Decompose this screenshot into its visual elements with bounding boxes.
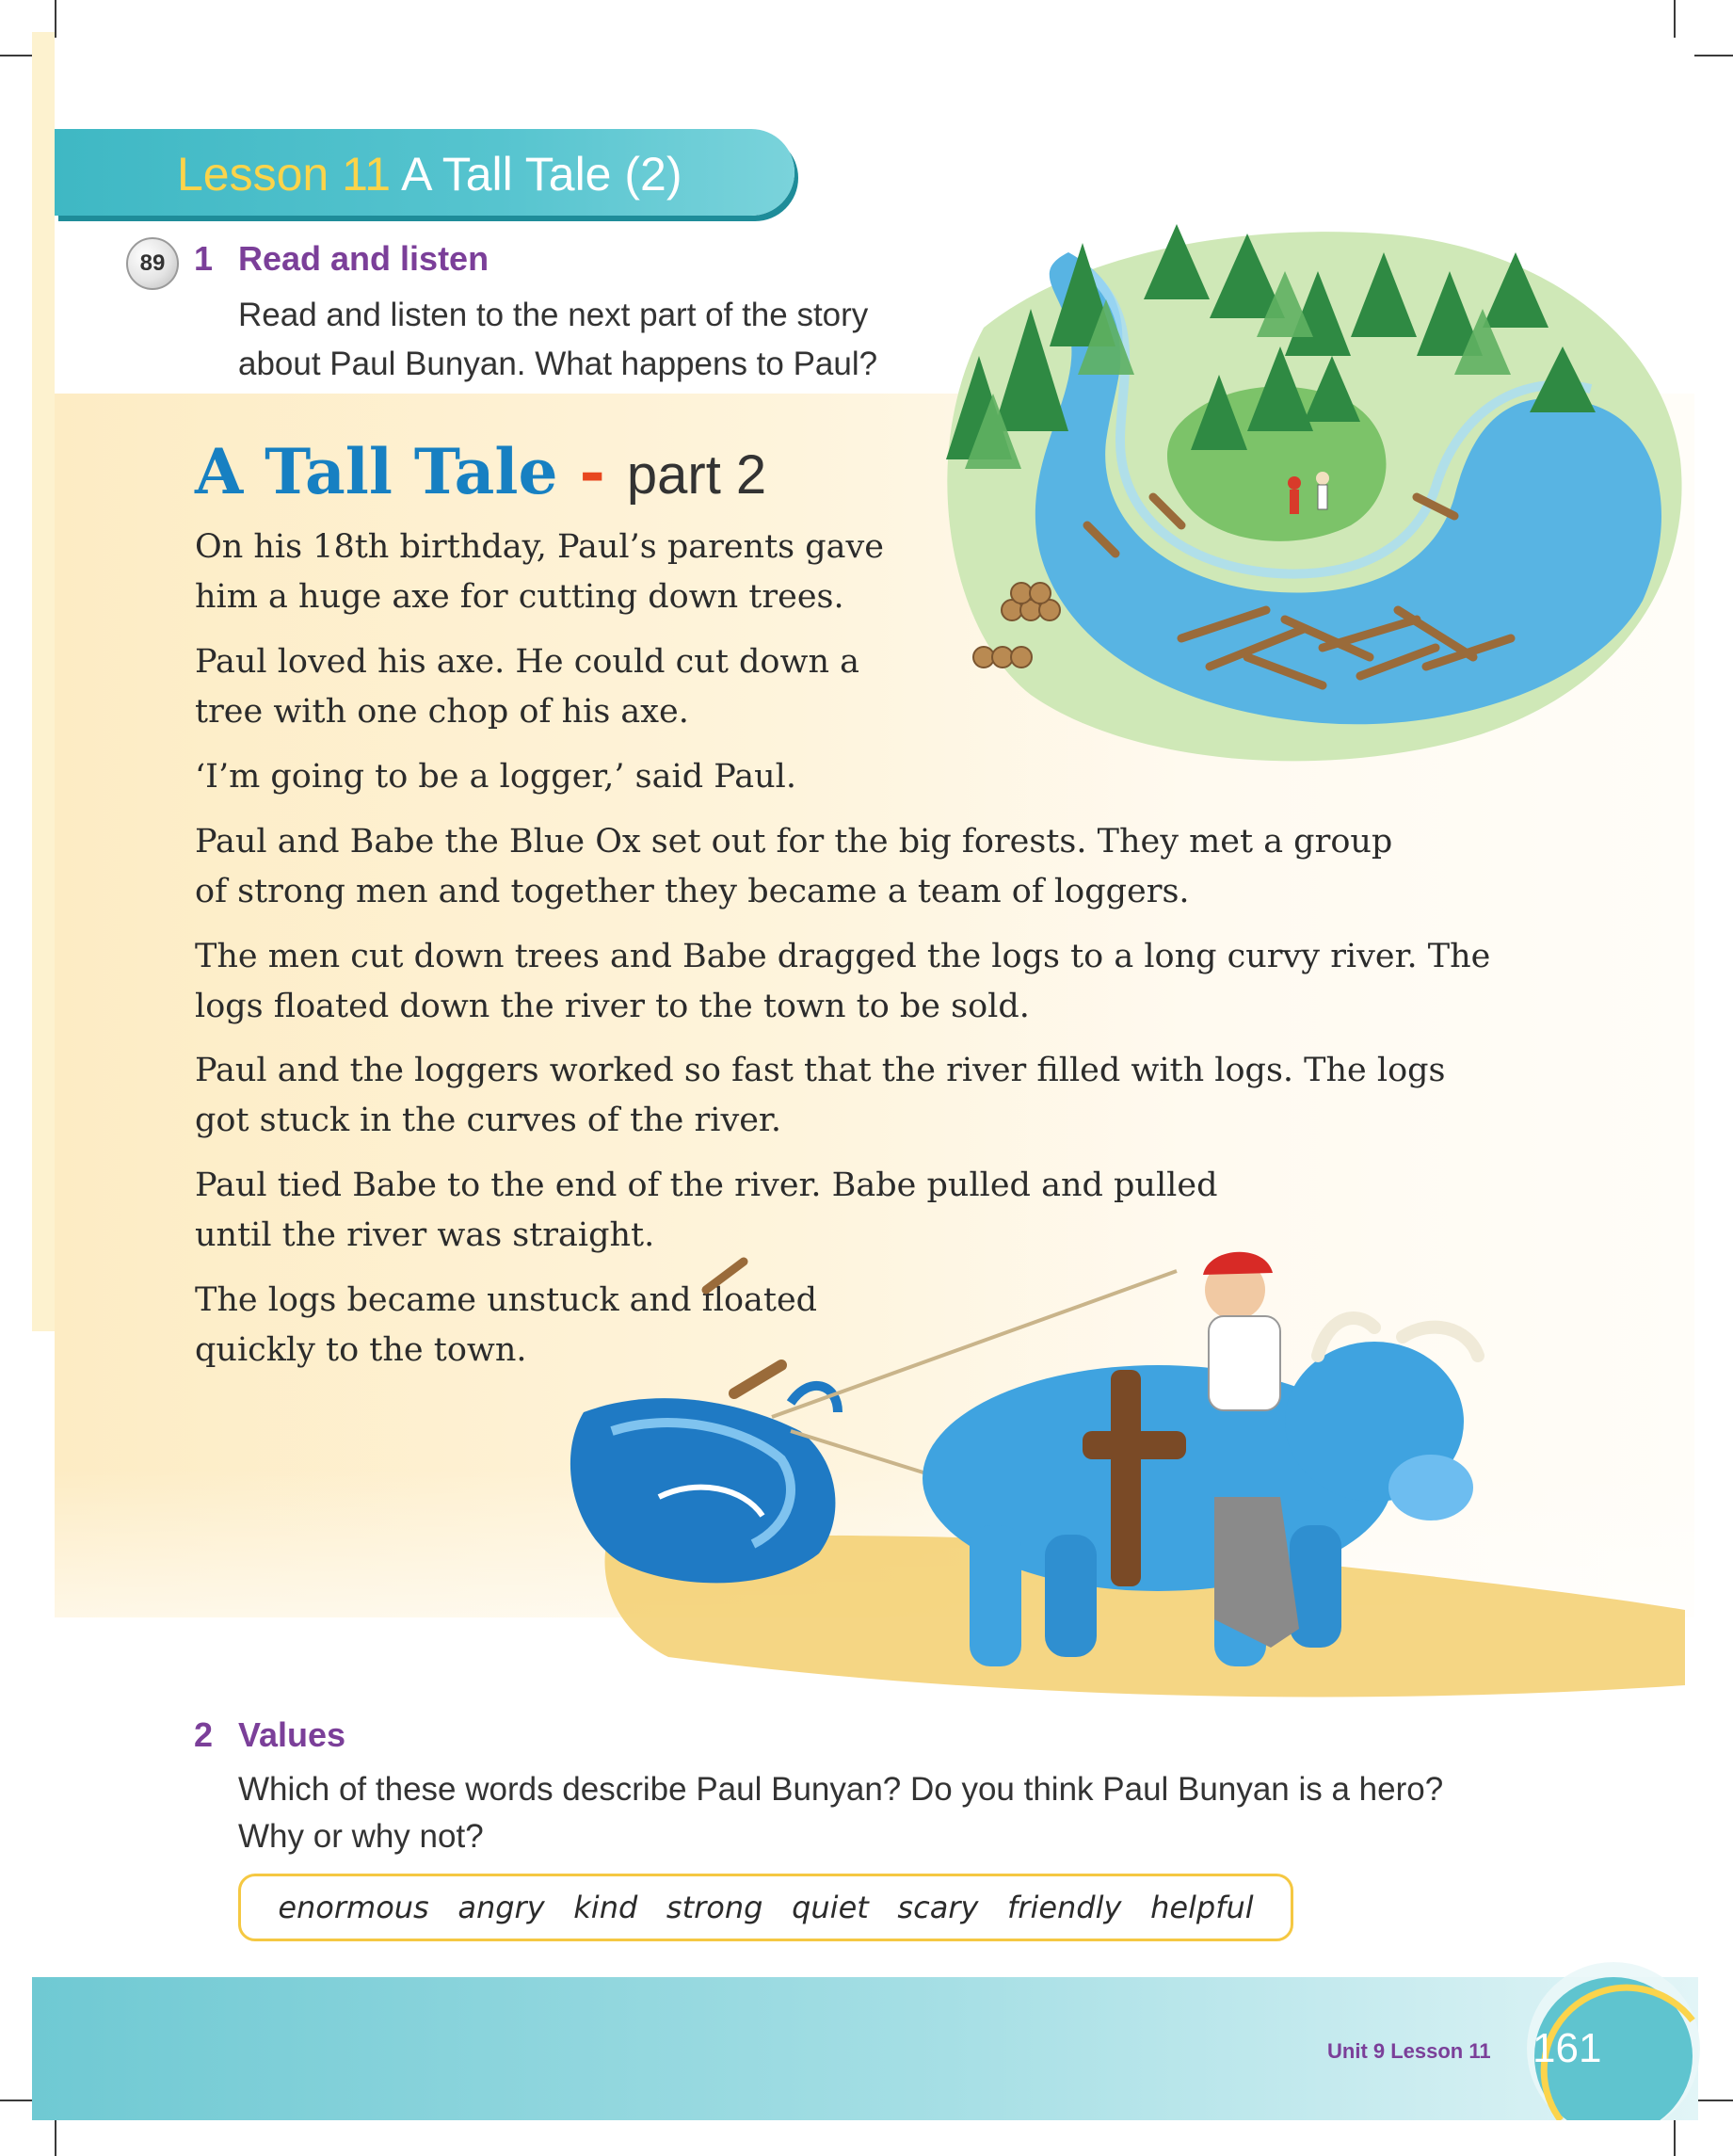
story-paragraph [195, 932, 1490, 1032]
story-line: On his 18th birthday, Paul’s parents gave [195, 528, 884, 566]
story-title-main: A Tall Tale [195, 435, 558, 508]
story-paragraph [195, 817, 1392, 917]
crop-mark [1674, 2118, 1676, 2156]
section-title: Values [238, 1715, 346, 1754]
margin-strip [32, 32, 55, 1331]
forest-river-illustration [927, 215, 1690, 770]
unit-lesson-label: Unit 9 Lesson 11 [1327, 2039, 1491, 2063]
story-line: him a huge axe for cutting down trees. [195, 578, 844, 616]
story-line: Paul and Babe the Blue Ox set out for the big forests. They met a group [195, 823, 1393, 861]
word-option[interactable]: helpful [1150, 1890, 1254, 1925]
word-option[interactable]: quiet [792, 1890, 869, 1925]
story-line: logs floated down the river to the town to be sold. [195, 988, 1030, 1025]
story-paragraph [195, 523, 884, 622]
word-option[interactable]: enormous [278, 1890, 429, 1925]
ox-pulling-river-illustration [555, 1215, 1694, 1723]
instruction-line: Why or why not? [238, 1818, 484, 1855]
story-line: Paul and the loggers worked so fast that the river filled with logs. The logs [195, 1052, 1446, 1089]
story-line: Paul tied Babe to the end of the river. Babe pulled and pulled [195, 1166, 1218, 1204]
story-line: The logs became unstuck and floated [195, 1281, 818, 1319]
page-number: 161 [1532, 2025, 1602, 2071]
story-line: quickly to the town. [195, 1331, 527, 1369]
word-option[interactable]: scary [897, 1890, 979, 1925]
crop-mark [55, 2118, 56, 2156]
instruction-line: about Paul Bunyan. What happens to Paul? [238, 346, 878, 382]
story-paragraph [195, 1046, 1446, 1146]
lesson-title: A Tall Tale (2) [401, 148, 682, 201]
story-line: until the river was straight. [195, 1216, 655, 1254]
story-line: tree with one chop of his axe. [195, 693, 689, 731]
story-paragraph [195, 637, 859, 737]
crop-mark [55, 0, 56, 38]
section-title: Read and listen [238, 239, 489, 278]
lesson-label: Lesson 11 [177, 148, 392, 201]
story-line: The men cut down trees and Babe dragged the logs to a long curvy river. The [195, 938, 1491, 975]
word-option[interactable]: strong [666, 1890, 763, 1925]
word-option[interactable]: kind [573, 1890, 638, 1925]
story-line: Paul loved his axe. He could cut down a [195, 643, 859, 681]
section-number: 1 [194, 239, 214, 278]
story-line: of strong men and together they became a team of loggers. [195, 873, 1190, 910]
story-line: got stuck in the curves of the river. [195, 1102, 781, 1139]
section-number: 2 [194, 1715, 214, 1754]
story-title-dash: - [579, 435, 605, 508]
word-option[interactable]: friendly [1007, 1890, 1122, 1925]
story-paragraph [195, 752, 796, 802]
word-bank [238, 1874, 1293, 1941]
crop-mark [1674, 0, 1676, 38]
story-subtitle: part 2 [626, 444, 767, 506]
instruction-line: Read and listen to the next part of the story [238, 297, 869, 333]
word-option[interactable]: angry [457, 1890, 545, 1925]
story-line: ‘I’m going to be a logger,’ said Paul. [195, 758, 796, 796]
audio-track-icon[interactable]: 89 [126, 237, 179, 290]
crop-mark [1694, 55, 1733, 56]
lesson-heading [177, 141, 682, 207]
instruction-line: Which of these words describe Paul Bunyan? Do you think Paul Bunyan is a hero? [238, 1771, 1444, 1808]
story-title [195, 435, 766, 508]
